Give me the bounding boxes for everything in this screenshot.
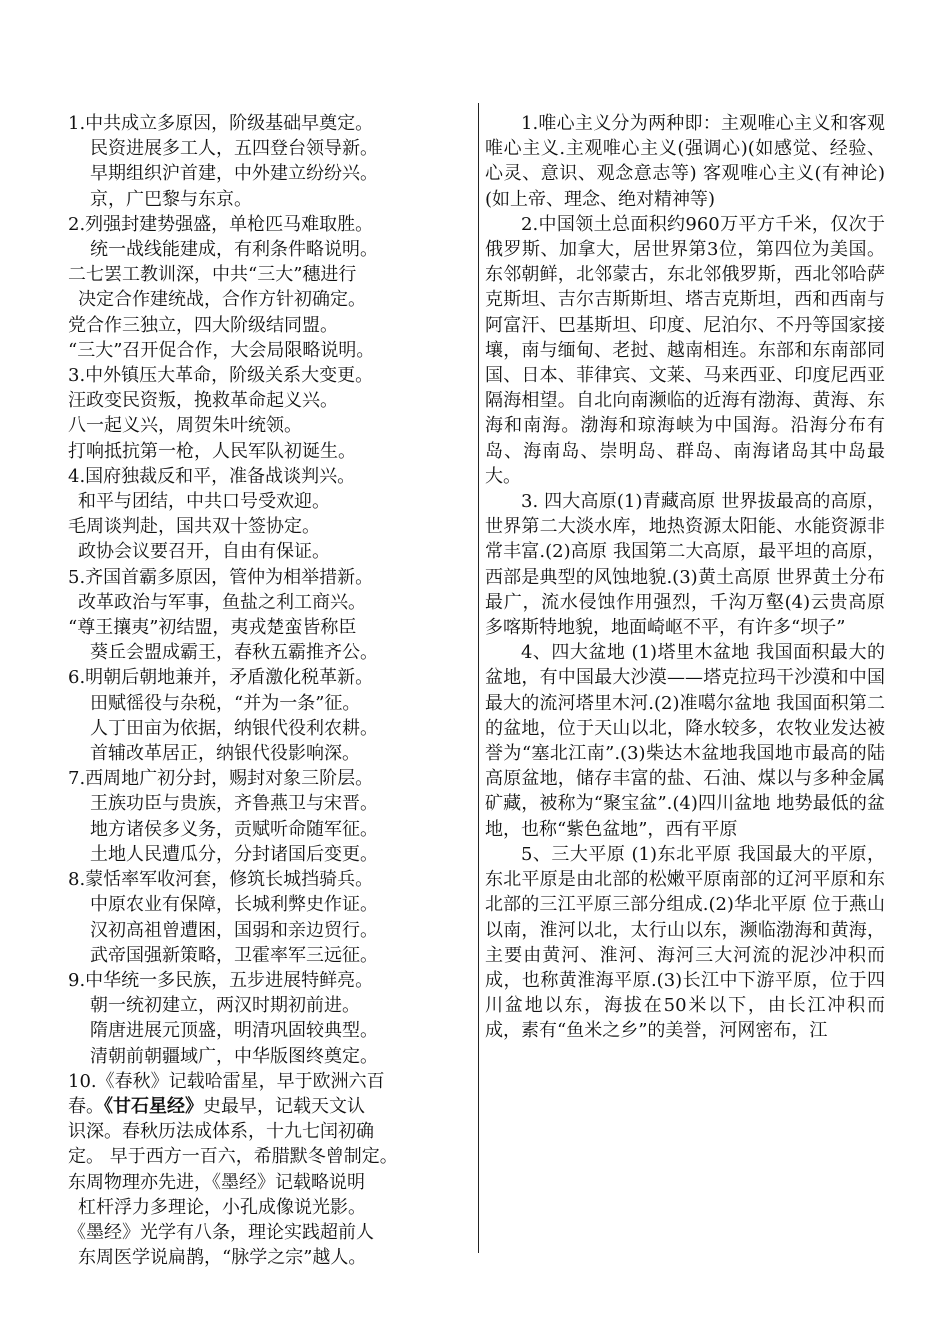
verse-line: “三大”召开促合作，大会局限略说明。 <box>68 339 375 361</box>
verse-text: 春。 <box>68 1095 104 1117</box>
verse-line: 决定合作建统战，合作方针初确定。 <box>78 289 366 311</box>
verse-line: 早期组织沪首建，中外建立纷纷兴。 <box>90 163 378 185</box>
verse-line: 政协会议要召开，自由有保证。 <box>78 541 330 563</box>
verse-line: 识深。春秋历法成体系，十九七闰初确 <box>68 1121 374 1143</box>
verse-line: 二七罢工教训深，中共“三大”穗进行 <box>68 264 357 286</box>
verse-line: 2.列强封建势强盛，单枪匹马难取胜。 <box>68 213 374 235</box>
verse-line: 统一战线能建成，有利条件略说明。 <box>90 239 378 261</box>
verse-line: 清朝前朝疆域广，中华版图终奠定。 <box>90 1045 378 1067</box>
verse-line: 9.中华统一多民族，五步进展特鲜亮。 <box>68 969 374 991</box>
verse-line: 田赋徭役与杂税，“并为一条”征。 <box>90 692 361 714</box>
verse-line: 《墨经》光学有八条，理论实践超前人 <box>68 1221 374 1243</box>
notes-paragraph: 2.中国领土总面积约960万平方千米，仅次于俄罗斯、加拿大，居世界第3位，第四位为美国。东邻朝鲜，北邻蒙古，东北邻俄罗斯，西北邻哈萨克斯坦、吉尔吉斯斯坦、塔吉克斯坦，西和西南与阿富汗、巴基斯坦、印度、尼泊尔、不丹等国家接壤，南与缅甸、老挝、越南相连。东部和东南部同国、日本、菲律宾、文莱、马来西亚、印度尼西亚隔海相望。自北向南濒临的近海有渤海、黄海、东海和南海。渤海和琼海峡为中国海。沿海分布有岛、海南岛、崇明岛、群岛、南海诸岛其中岛最大。 <box>485 213 885 487</box>
verse-line: 八一起义兴，周贺朱叶统领。 <box>68 415 302 437</box>
verse-line: “尊王攘夷”初结盟，夷戎楚蛮皆称臣 <box>68 617 357 639</box>
verse-line: 8.蒙恬率军收河套，修筑长城挡骑兵。 <box>68 869 374 891</box>
notes-paragraph: 1.唯心主义分为两种即：主观唯心主义和客观唯心主义.主观唯心主义(强调心)(如感觉、经验、心灵、意识、观念意志等) 客观唯心主义(有神论)(如上帝、理念、绝对精神等) <box>485 113 885 210</box>
verse-line: 朝一统初建立，两汉时期初前进。 <box>90 995 360 1017</box>
verse-line: 4.国府独裁反和平，准备战谈判兴。 <box>68 465 356 487</box>
verse-line: 武帝国强新策略，卫霍率军三远征。 <box>90 944 378 966</box>
verse-line: 和平与团结，中共口号受欢迎。 <box>78 491 330 513</box>
verse-line: 土地人民遭瓜分，分封诸国后变更。 <box>90 843 378 865</box>
notes-paragraph: 5、三大平原 (1)东北平原 我国最大的平原，东北平原是由北部的松嫩平原南部的辽河平原和东北部的三江平原三部分组成.(2)华北平原 位于燕山以南，淮河以北，太行山以东，濒临渤海和黄海，主要由黄河、淮河、海河三大河流的泥沙冲积而成，也称黄淮海平原.(3)长江中下游平原，位于四川盆地以东，海拔在50米以下，由长江冲积而成，素有“鱼米之乡”的美誉，河网密布，江 <box>485 843 885 1042</box>
verse-line: 10.《春秋》记载哈雷星，早于欧洲六百 <box>68 1070 385 1092</box>
verse-text: 史最早，记载天文认 <box>203 1095 365 1117</box>
verse-line: 东周医学说扁鹊，“脉学之宗”越人。 <box>78 1247 367 1269</box>
verse-line: 京，广巴黎与东京。 <box>90 188 252 210</box>
verse-line <box>68 1094 478 1119</box>
verse-line: 定。 早于西方一百六，希腊默冬曾制定。 <box>68 1146 398 1168</box>
verse-line: 杠杆浮力多理论，小孔成像说光影。 <box>78 1196 366 1218</box>
left-column <box>68 111 478 1270</box>
verse-line: 民资进展多工人，五四登台领导新。 <box>90 138 378 160</box>
verse-line: 7.西周地广初分封，赐封对象三阶层。 <box>68 768 374 790</box>
verse-line: 地方诸侯多义务，贡赋听命随军征。 <box>90 818 378 840</box>
verse-line: 中原农业有保障，长城利弊史作证。 <box>90 894 378 916</box>
verse-line: 首辅改革居正，纳银代役影响深。 <box>90 743 360 765</box>
verse-line: 隋唐进展元顶盛，明清巩固较典型。 <box>90 1020 378 1042</box>
verse-line: 党合作三独立，四大阶级结同盟。 <box>68 314 338 336</box>
notes-paragraph: 4、四大盆地 (1)塔里木盆地 我国面积最大的盆地，有中国最大沙漠——塔克拉玛干沙漠和中国最大的流河塔里木河.(2)准噶尔盆地 我国面积第二的盆地，位于天山以北，降水较多，农牧业发达被誉为“塞北江南”.(3)柴达木盆地我国地市最高的陆高原盆地，储存丰富的盐、石油、煤以与多种金属矿藏，被称为“聚宝盆”.(4)四川盆地 地势最低的盆地，也称“紫色盆地”，西有平原 <box>485 642 885 840</box>
verse-line: 5.齐国首霸多原因，管仲为相举措新。 <box>68 566 374 588</box>
verse-line: 葵丘会盟成霸王，春秋五霸推齐公。 <box>90 642 378 664</box>
verse-line: 汪政变民资叛，挽救革命起义兴。 <box>68 390 338 412</box>
notes-paragraph: 3. 四大高原(1)青藏高原 世界拔最高的高原，世界第二大淡水库，地热资源太阳能、水能资源非常丰富.(2)高原 我国第二大高原，最平坦的高原，西部是典型的风蚀地貌.(3)黄土高原 世界黄土分布最广，流水侵蚀作用强烈，千沟万壑(4)云贵高原 多喀斯特地貌，地面崎岖不平，有许多“坝子” <box>485 491 885 639</box>
verse-line: 改革政治与军事，鱼盐之利工商兴。 <box>78 591 366 613</box>
right-column <box>485 111 885 1044</box>
verse-line: 1.中共成立多原因，阶级基础早奠定。 <box>68 113 374 134</box>
verse-line: 3.中外镇压大革命，阶级关系大变更。 <box>68 365 374 387</box>
verse-bold-title: 《甘石星经》 <box>104 1095 203 1117</box>
verse-line: 人丁田亩为依据，纳银代役利农耕。 <box>90 717 378 739</box>
column-divider <box>478 103 479 1253</box>
verse-line: 东周物理亦先进，《墨经》记载略说明 <box>68 1171 365 1193</box>
verse-line: 王族功臣与贵族，齐鲁燕卫与宋晋。 <box>90 793 378 815</box>
verse-line: 6.明朝后朝地兼并，矛盾激化税革新。 <box>68 667 374 689</box>
verse-line: 毛周谈判赴，国共双十签协定。 <box>68 516 320 538</box>
verse-line: 汉初高祖曾遭困，国弱和亲边贸行。 <box>90 919 378 941</box>
verse-line: 打响抵抗第一枪，人民军队初诞生。 <box>68 440 356 462</box>
